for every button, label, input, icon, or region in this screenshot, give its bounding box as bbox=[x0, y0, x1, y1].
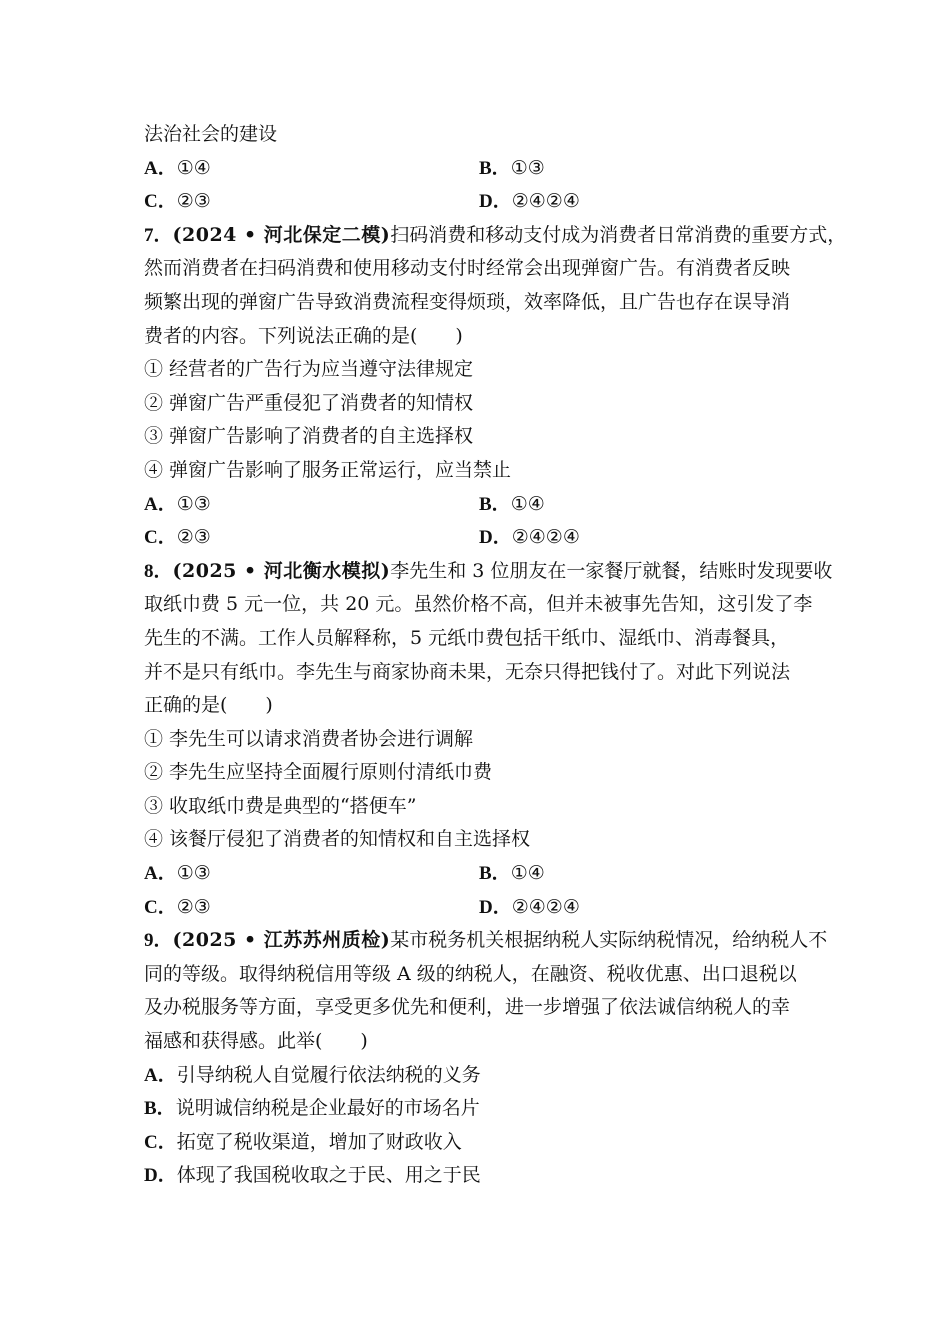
question-text: 扫码消费和移动支付成为消费者日常消费的重要方式， bbox=[390, 223, 847, 246]
option-c[interactable] bbox=[144, 185, 479, 219]
statement-2: ② 李先生应坚持全面履行原则付清纸巾费 bbox=[144, 761, 493, 784]
option-text: 体现了我国税收取之于民、用之于民 bbox=[176, 1164, 481, 1187]
document-page bbox=[144, 118, 847, 1193]
question-stem-line: 福感和获得感。此举( ) bbox=[144, 1030, 368, 1053]
question-source: (2025 • 江苏苏州质检) bbox=[172, 929, 391, 952]
option-a[interactable] bbox=[144, 488, 479, 522]
options-row bbox=[144, 488, 824, 522]
question-9 bbox=[144, 924, 828, 1058]
option-b[interactable] bbox=[144, 1092, 824, 1126]
option-text: ①④ bbox=[510, 862, 545, 885]
option-letter: A． bbox=[144, 157, 177, 179]
option-b[interactable] bbox=[479, 152, 824, 186]
question-stem-line bbox=[144, 924, 828, 958]
statement-3: ③ 收取纸巾费是典型的“搭便车” bbox=[144, 794, 417, 817]
option-letter: C． bbox=[144, 191, 177, 213]
question-8 bbox=[144, 555, 833, 723]
option-letter: C． bbox=[144, 896, 177, 918]
option-a[interactable] bbox=[144, 1059, 824, 1093]
option-text: ②③ bbox=[176, 190, 211, 213]
option-text: ②④②④ bbox=[511, 190, 580, 213]
question-number: 7． bbox=[144, 224, 173, 246]
statement-4: ④ 该餐厅侵犯了消费者的知情权和自主选择权 bbox=[144, 828, 531, 851]
question-stem-line: 先生的不满。工作人员解释称，5 元纸巾费包括干纸巾、湿纸巾、消毒餐具， bbox=[144, 626, 790, 649]
option-a[interactable] bbox=[144, 857, 479, 891]
option-letter: B． bbox=[144, 1098, 176, 1120]
question-text: 李先生和 3 位朋友在一家餐厅就餐，结账时发现要收 bbox=[390, 559, 833, 582]
question-number: 9． bbox=[144, 930, 173, 952]
options-row bbox=[144, 152, 824, 186]
question-stem-line: 同的等级。取得纳税信用等级 A 级的纳税人，在融资、税收优惠、出口退税以 bbox=[144, 962, 797, 985]
statement-3: ③ 弹窗广告影响了消费者的自主选择权 bbox=[144, 425, 474, 448]
question-stem-line bbox=[144, 555, 833, 589]
option-text: 引导纳税人自觉履行依法纳税的义务 bbox=[176, 1063, 481, 1086]
option-text: ①③ bbox=[176, 492, 211, 515]
question-stem-line: 频繁出现的弹窗广告导致消费流程变得烦琐，效率降低，且广告也存在误导消 bbox=[144, 290, 791, 313]
question-number: 8． bbox=[144, 560, 173, 582]
option-d[interactable] bbox=[479, 891, 824, 925]
statement-4: ④ 弹窗广告影响了服务正常运行，应当禁止 bbox=[144, 458, 512, 481]
option-letter: C． bbox=[144, 527, 177, 549]
option-b[interactable] bbox=[479, 488, 824, 522]
question-stem-line bbox=[144, 219, 847, 253]
question-stem-line: 及办税服务等方面，享受更多优先和便利，进一步增强了依法诚信纳税人的幸 bbox=[144, 996, 791, 1019]
options-row bbox=[144, 891, 824, 925]
question-text: 某市税务机关根据纳税人实际纳税情况，给纳税人不 bbox=[390, 929, 828, 952]
option-text: ②③ bbox=[176, 895, 211, 918]
option-letter: A． bbox=[144, 1064, 177, 1086]
options-row bbox=[144, 521, 824, 555]
option-b[interactable] bbox=[479, 857, 824, 891]
question-stem-line: 并不是只有纸巾。李先生与商家协商未果，无奈只得把钱付了。对此下列说法 bbox=[144, 660, 791, 683]
options-row bbox=[144, 185, 824, 219]
option-letter: D． bbox=[479, 527, 512, 549]
option-d[interactable] bbox=[144, 1159, 824, 1193]
option-a[interactable] bbox=[144, 152, 479, 186]
option-c[interactable] bbox=[144, 1126, 824, 1160]
option-letter: D． bbox=[144, 1165, 177, 1187]
option-d[interactable] bbox=[479, 521, 824, 555]
option-d[interactable] bbox=[479, 185, 824, 219]
question-source: (2024 • 河北保定二模) bbox=[172, 223, 391, 246]
option-letter: B． bbox=[479, 157, 511, 179]
option-letter: A． bbox=[144, 493, 177, 515]
question-stem-line: 正确的是( ) bbox=[144, 694, 273, 717]
option-text: ①③ bbox=[510, 156, 545, 179]
option-text: ①④ bbox=[176, 156, 211, 179]
option-c[interactable] bbox=[144, 891, 479, 925]
option-text: 拓宽了税收渠道，增加了财政收入 bbox=[176, 1130, 462, 1153]
option-text: ②④②④ bbox=[511, 526, 580, 549]
option-letter: D． bbox=[479, 191, 512, 213]
statement-2: ② 弹窗广告严重侵犯了消费者的知情权 bbox=[144, 391, 474, 414]
option-letter: A． bbox=[144, 863, 177, 885]
statement-1: ① 李先生可以请求消费者协会进行调解 bbox=[144, 727, 474, 750]
statement-1: ① 经营者的广告行为应当遵守法律规定 bbox=[144, 358, 474, 381]
options-row bbox=[144, 857, 824, 891]
continuation-line: 法治社会的建设 bbox=[144, 123, 278, 145]
question-stem-line: 费者的内容。下列说法正确的是( ) bbox=[144, 324, 463, 347]
option-letter: C． bbox=[144, 1131, 177, 1153]
option-text: ②④②④ bbox=[511, 895, 580, 918]
option-letter: B． bbox=[479, 863, 511, 885]
option-c[interactable] bbox=[144, 521, 479, 555]
option-text: ①④ bbox=[510, 492, 545, 515]
question-stem-line: 然而消费者在扫码消费和使用移动支付时经常会出现弹窗广告。有消费者反映 bbox=[144, 257, 791, 280]
option-text: ①③ bbox=[176, 862, 211, 885]
option-text: 说明诚信纳税是企业最好的市场名片 bbox=[175, 1097, 480, 1120]
question-7 bbox=[144, 219, 847, 353]
option-text: ②③ bbox=[176, 526, 211, 549]
option-letter: D． bbox=[479, 896, 512, 918]
question-stem-line: 取纸巾费 5 元一位，共 20 元。虽然价格不高，但并未被事先告知，这引发了李 bbox=[144, 593, 813, 616]
question-source: (2025 • 河北衡水模拟) bbox=[172, 559, 391, 582]
option-letter: B． bbox=[479, 493, 511, 515]
